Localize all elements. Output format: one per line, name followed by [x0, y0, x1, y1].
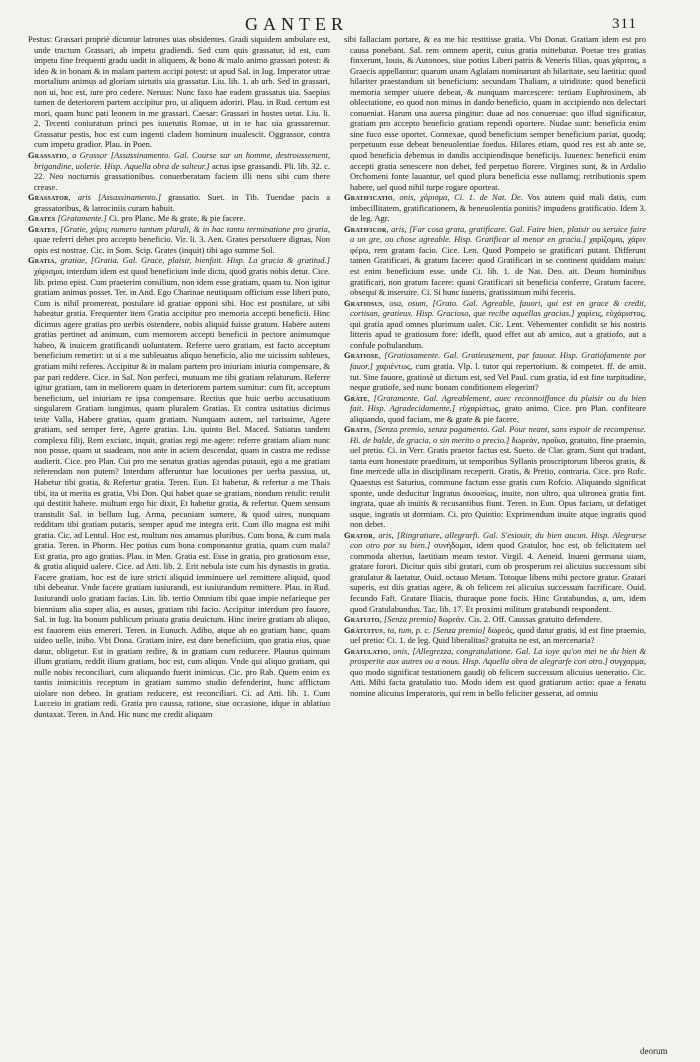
entry-text: δωρεάν, προῖκα, gratuito, fine praemio, uel pretio. Ci. in Verr. Gratis praetor factus est. Sueto. de Clar. gram. Sunt qui tradant, tanta eum honestate praeditum, ut temporibus Syllanis proscriptorum liberos gratis, & fine mercede ulla in disciplinam receperit. Gratis, & Pretio, contraria. Cice. pro Rofc. Quaestus est Saturius, commune factum esse gratis cum Rofcio. Aliquando significat sponte, unde deducitur Ingratus ἀκουσίως, inuite, non ultro, qua ultronea gratia fint. ingrata, quae ab inuitis & recusantibus fiunt. Teren. in Eun. Opus faciam, ut defatiget usque, ingratis ut dormiam. Ci. pro Quintio: Exprimendum inuite atque ingratis quod non debet.	[350, 434, 646, 530]
entry-translations: , aris, [Ringratiare, allegrarfi. Gal. S'esiouir, du bien aucun. Hisp. Alegrarse con otro por su bien.]	[350, 529, 646, 551]
entry-headword: Grates	[28, 223, 56, 234]
entry-text: sibi fallaciam portare, & ea me hic restitisse gratia. Vbi Donat. Gratiam idem est pro causa ponebant. Sal. rem omnem aperit, cuius gratia mittebatur. Poetae tres gratias finxerunt, Iouis, & Autonoes, siue potius Liberi patris & Veneris filias, quas χάριτας, a Graecis appellantur: quarum unam Aglaiam nominarunt ab hilaritate, seu laetitia: quod hilariter praestandum sit beneficium: secundam Thaliam, a uiriditate: quod beneficii memoria semper uiuere debeat, & nunquam marcescere: tertiam Euphrosinem, ab oblectatione, eo quod non minus in dando beneficio, quam in accipiendo nos delectari conueniat. Harum una auersa pingitur: duae ad nos conuersae: quo illud significatur, gratiam pro accepto beneficio gratiam rependi oportere. Nudae sunt: beneficia enim sine fuco esse oportet. Connexae, quod beneficium semper beneficium pariat, quodq; perpetuum esse debeat beneuolentiae foedus. Hilares etiam, quod res est ab ante se, quod beneficia debemus in dandis accipiendisque beneficijs. Iuuenes: beneficii enim accepti gratia senescere non debet, fed perpetuo florere. Virgines sunt, & in Ardalio Orchomeni fonte lauantur, uel quod plura beneficia esse nullamq; retributionis spem habere, uel quod nihil turpe rogare oporteat.	[344, 34, 646, 192]
entry-translations: , [Gratiosamente. Gal. Gratieusement, par fauour. Hisp. Gratiofamente por fauor.]	[350, 350, 646, 371]
entry-headword: Gratificor	[344, 223, 387, 234]
entry-headword: Gratiosus	[344, 297, 383, 308]
dictionary-entry	[28, 224, 330, 256]
entry-text: συγχαρμα, quo modo significat testationem gaudij ob felicem successum alicuius ueneratio. Cic. Atti. Mihi facta gratulatio tuo. Modo idem est quod gratiarum actio: quae a fenatu nomine alicuius Imperatoris, qui rem in bello feliciter gesserat, ad omniu	[350, 656, 646, 698]
dictionary-entry	[28, 192, 330, 213]
entry-translations: , [Senza premio, senza pagamento. Gal. Pour neant, sans espoir de recompense. Hi. de balde, de gracia, o sin merito o precio.]	[350, 424, 646, 445]
entry-text: χαρίεις, εὐχάριστος, qui gratia apud omnes plurimum ualet. Cic. Lent. Vehementer confidit se his nostris litteris apud te gratiosum fore: ideflt, quod effet aut ab amico, aut a gratiofo, aut a confule poftulandum.	[350, 308, 646, 350]
entry-headword: Gratia	[28, 255, 55, 266]
entry-text: Ci. pro Planc. Me & grate, & pie facere.	[108, 213, 246, 224]
entry-text: εὐχαρίστως, grato animo. Cice. pro Plan. confiteare aliquando, quod faciam, me & grate & pie facere.	[350, 403, 646, 424]
entry-translations: , onis, χάρισμα, Ci. 1. de Nat. De.	[392, 192, 523, 203]
entry-text: grassatio. Suet. in Tib. Tuendae pacis a grassatoribus, & latrociniis curam habuit.	[34, 192, 330, 213]
entry-translations: , aris, [Far cosa grata, gratificare. Gal. Faire bien, plaisir ou seruice faire a un gre, ou chose agreable. Hisp. Gratificar al menor en gracia.]	[350, 223, 646, 245]
entry-text: quae referri debet pro accepto beneficio. Vir. li. 3. Aen. Grates persoluere dignas, Non opis est nostrae. Cic. in Som. Scip. Grates (inquit) tibi ago summe Sol.	[34, 234, 330, 255]
entry-text: χάρισμα, interdum idem est quod beneficium inde dictu, quod gratis nobis detur. Cice. lib. primo epist. Cum praeterim consilium, non idem esse gratiam, quam tu. Non igitur gratiam animus posset. Ter. in And. Ego Charinae neutiquam officium esse liberi puto, Cum is nihil promereat, postulare id gratiae opponi sibi. Hoc est postulare, ut sibi habeatur gratia. Frequenter item Gratia accipitur pro memoria accepti beneficii. Hinc dicimus agere gratias pro uerbis ostendere, nobis aliquid fuisse gratum. Habere autem gratias pertinet ad animum, cum memorem accepti beneficii in pectore animumque habeo, & inuicem gratificandi uoluntatem. Referre uero gratiam, est facto acceptum beneficium remetiri: ut si a me subleuatus aliquo beneficio, alio me uicissim subleues, gratiam mihi referes. Accipitur & in malam partem pro iniuriam iniuria compensare, & par pari reddere. Cice. in Sal. Non perfeci, mutuam me tibi gratiam relaturum. Referre igitur gratiam, tam in meliorem quam in deteriorem partem sumitur: cum fit, acceptum beneficium, uel iniuriam re ipsa compensare. Rectius que huic uerbo accusatiuum singularem Gratiam iungimus, quam pluralem Gratias. Et contra usitatius dicimus teste Valla, Habere gratias, quam gratiam. Nunquam autem, uel rarissime, Agere gratiam, sed semper fere, Agere gratias. Liu. quinto Bel. Maced. Satiatus tandem complexu filij, Rem exciatc, inquit, gratias regi me agere: referre gratiam aliam nunc non posse, quam ut suadeam, non ante in aciem descendat, quam in castra me redisse audierit. Cice. pro Plan. Cui pro me senatus gratias agendas putauit, ego a me gratiam referendam non putem? Interdum afferuntur hae locutiones per uerba passiua, ut, Habetur tibi gratia, & Refertur gratia. Teren. Eun. Et habetur, & refertur a me Thais tibi, ita ut merita es gratia, Vbi Don. Qui habet quae se gratiam, nondum retulit: retulit qui destitit habere. multum ergo hic dixit, Et habetur gratia, & refertur. Quem sensum transtulit Sal. in bellum Iug. Arma, pecuniam sumere, & quod uires, nunquam redditam tibi gratiam putaris, semper apud me integra erit. Cum illo magna est mihi gratia. Cic. ad Lentul. Hoc est, multum nos amamus pluribus. Cum bona, & cum mala gratia. Teren. in Phorm. Hec potius cum bona componantur gratia, quam cum mala? Est gratia, pro ago gratias. Plau. in Men. Gratia est. Esse in gratia, pro gratiosum esse, & gratia aliquid ualere. Cice. ad Atti. lib. 2. Erit nebula iste cum his dynastis in gratia. Facere gratiam, hoc est de iure stricti aliquid imminuere uel remittere aliquid, quod tibi debeatur. Vnde facere gratiam iusiurandi, est iusiurandum remittere. Plau. in Rud. Iusiurandi uolo gratiam facias. Lin. lib. tertio Omnium tibi quae impie nefarieque per biennium alia super alia, es ausus, gratiam tibi facio. Accipitur interdum pro fauore, Sal. in Iug. Ita bonum publicum priuata gratia deuictum. Hinc ineire gratiam ab aliquo, est fauorem eius emereri. Teren. in Eunuch. Adibo, atque ab eo gratiam hanc, quam uideo uelle, inibo. Vbi Dona. Gratiam inire, est dare beneficium, quo gratia eius, quae datur, obligetur. Est in gratiam redire, & in gratiam cum reducere. Plautus quintam illum gratiam, reddit ilium gratiam, hoc est, cum aliquo. Vnde qui aliquo gratiam, qui nulle nobis reconciliari, cum aliquando fuerit inimicus. Cic. pro Rab. Quem enim ex tantis inimicitiis receptum in gratiam summo studio defenderint, hunc afflictum uiolare non debeo. In gratiam reducere, est reconciliari. Ci. ad Atti. lib. 1. Cum Lucceio in gratiam redi. Gratia pro caussa, ratione, siue occasione, idque in ablatiuo duntaxat. Teren. in And. Hic nunc me credit aliquam	[34, 266, 330, 719]
entry-translations: , onis, [Allegrezza, congratulatione. Gal. La ioye qu'on mei ne du bien & prosperite aux autres ou a nous. Hisp. Aquella obra de alegrarfe con otro.]	[350, 645, 646, 667]
entry-translations: , gratiae, [Gratia. Gal. Grace, plaisir, bienfait. Hisp. La gracia & gratitud.]	[54, 255, 330, 266]
page-number: 311	[612, 16, 637, 32]
dictionary-entry	[344, 393, 646, 425]
entry-translations: , a Grassor [Assassinamento. Gal. Course sur un homme, destroussement, brigandine, uolerie. Hisp. Aquella obra de salteur.]	[34, 150, 330, 171]
entry-headword: Gratuito	[344, 614, 380, 625]
entry-text: χαριέντως, cum gratia. Vlp. l. tutor qui repertorium. & competet. ff. de amit. tut. Sine fauore, gratiosè ut dictum est, sed Vel Paul. cum gratia, id est fine turpitudine, neque gratiofe, sed nunc bonam conditionem elegerint?	[350, 360, 646, 393]
entry-headword: Gratificatio	[344, 192, 393, 203]
dictionary-entry	[344, 530, 646, 614]
entry-headword: Grassator	[28, 192, 69, 203]
entry-text: συνήδομαι, idem quod Gratulor, hoc est, ob felicitatem uel commoda alterius, laetitiam meam testor. Virgil. 4. Aeneid. Inueni germana uiam, gratare forori. Dicitur quis sibi gratari, cum ob prosperum rei alicuius successum sibi gratulatur & laetatur. Ouid. octauo Metam. Totoque libens mihi pectore gratur. Gratari superis, est diis gratias agere, & ob felicem rei alicuius successum facrificare. Ouid. fecundo Faft. Gratare Iliacis, thuraque pone focis. Hinc Gratabundus, a, um, idem quod Gratulabundus. Tac. lib. 17. Et proximi militum gratabundi respondent.	[350, 540, 646, 614]
dictionary-entry	[344, 224, 646, 298]
entry-translations: [Gratamente.]	[55, 213, 107, 224]
dictionary-entry	[28, 150, 330, 192]
dictionary-entry	[344, 614, 646, 625]
entry-translations: , ta, tum, p. c. [Senza premio]	[382, 624, 486, 635]
entry-headword: Grates	[28, 213, 56, 224]
running-head-word: GANTER	[245, 14, 348, 34]
entry-text: actus ipse grassandi. Pli. lib. 32. c. 22. Neo nocturnis grassationibus. conuerberatam faciem illi nens sibi cum there crease.	[34, 160, 330, 192]
catchword: deorum	[640, 1046, 668, 1056]
entry-headword: Gratuitus	[344, 624, 383, 635]
dictionary-entry	[344, 350, 646, 392]
entry-text: δωρεός, quod datur gratis, id est fine praemio, uel pretio: Ci. 1. de leg. Quid liberalitas? gratuita ne est, an mercenaria?	[350, 624, 646, 646]
entry-headword: Gratulatio	[344, 645, 389, 656]
dictionary-entry	[344, 424, 646, 529]
dictionary-entry	[344, 298, 646, 351]
dictionary-entry	[28, 255, 330, 719]
entry-text: Vos autem quid mali datis, cum imbecillitatem, gratificationem, & beneuolentia ponitis? impudens gratificatio. Idem 3. de leg. Agr.	[350, 192, 646, 224]
entry-translations: , [Senza premio]	[379, 614, 437, 625]
dictionary-entry	[28, 34, 330, 150]
entry-translations: , osa, osum, [Grato. Gal. Agreable, fauori, qui est en grace & credit, cortisan, gratieux. Hisp. Gracioso, que recibe aquellas gracias.]	[350, 297, 646, 319]
entry-headword: Grator	[344, 529, 373, 540]
entry-text: δωρεάν. Cis. 2. Off. Caussas gratuito defendere.	[438, 614, 603, 625]
entry-text: Pestus: Grassari propriè dicuntur latrones uias obsidentes. Gradi siquidem ambulare est, unde tractum Grassari, ab impetu gradiendi. Sed cum quis grassatur, id est, cum impetu fine frequenti gradu uadit in aliquem, & bono & malo animo grassari potest: & ideo & in bonam & in malam partem accipi potest: ut apud Sal. in Iug. Imperator utrae mortalium animus ad gloriam uirtutis uia grassatur. Liu. lib. 1. ab urb. Sed in grassari, non ui, hoc est, iure pro cedere. Neruus: Nunc faxo hae eadem grassatus uia. Saepius tamen de deteriorem partem accipitur pro, ui aliquem adoriri. Plau. in Rud. certum est mori, quam hunc pati leonem in me grassari. Caesar: Grassari in hostes uetat. Liu. li. 2. Tecenti coniuratum princi pes iuuetutis Romae, ut in te hac uia grassaremur. Grassatur pestis, hoc est cum ingenti cladem hominum inualescit. Oggrassor, contra cum impetu gradior. Plau. in Poen.	[28, 34, 330, 150]
entry-headword: Gratiose	[344, 350, 379, 361]
entry-text: χαρίζομαι, χάριν φέρω, rem gratam facio. Cice. Len. Quod Pompeio se gratificari putant. Differunt tamen Gratificari, & gratum facere: quod Gratificari in se continent quiddam maius: est enim beneficium esse. unde Ci. lib. 1. de Nat. Deo. ait. Deum hominibus gratificari, non gratum facere: quasi Gratificari sit beneficia conferre, Gratum facere, obsequi & inseruire. Ci. Si hunc iuueris, gratissimum mihi feceris.	[350, 234, 646, 298]
dictionary-entry	[344, 625, 646, 646]
dictionary-entry	[28, 213, 330, 224]
entry-translations: , [Gratamente. Gal. Agreablement, auec reconnoiffance du plaisir ou du bien fait. Hisp. Agradecidamente.]	[350, 392, 646, 414]
left-column	[28, 34, 330, 1054]
dictionary-entry	[344, 34, 646, 192]
entry-headword: Grassatio	[28, 150, 67, 161]
entry-headword: Grate	[344, 392, 368, 403]
dictionary-entry	[344, 646, 646, 699]
right-column	[344, 34, 646, 1054]
entry-headword: Gratis	[344, 424, 370, 435]
entry-translations: , aris [Assassinamento.]	[68, 192, 162, 203]
entry-translations: , [Gratie, χάρις numero tantum plurali, & in hac tantu terminatione pro gratia,	[55, 223, 330, 234]
dictionary-entry	[344, 192, 646, 224]
